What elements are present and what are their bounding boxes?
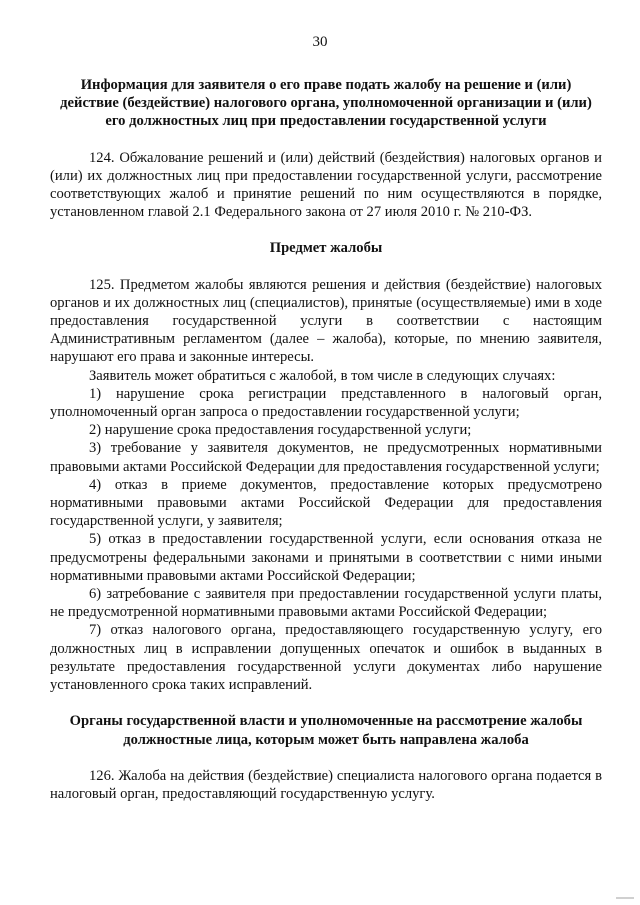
list-item: 3) требование у заявителя документов, не предусмотренных нормативными правовыми актами Российской Федерации для предоставления государственной услуги; bbox=[50, 440, 602, 475]
document-body bbox=[50, 76, 602, 803]
cases-list bbox=[50, 385, 602, 694]
paragraph-cases-intro: Заявитель может обратиться с жалобой, в том числе в следующих случаях: bbox=[89, 367, 556, 384]
page-number: 30 bbox=[312, 34, 328, 50]
list-item: 4) отказ в приеме документов, предоставление которых предусмотрено нормативными правовыми актами Российской Федерации для предоставления государственной услуги, у заявителя; bbox=[50, 476, 602, 530]
section-heading-complaint-subject: Предмет жалобы bbox=[269, 240, 383, 257]
list-item: 5) отказ в предоставлении государственной услуги, если основания отказа не предусмотрены федеральными законами и принятыми в соответствии с ними иными нормативными правовыми актами Российской Федерации; bbox=[50, 531, 602, 584]
list-item: 2) нарушение срока предоставления государственной услуги; bbox=[89, 422, 472, 439]
section-heading-complaint-authorities: Органы государственной власти и уполномоченные на рассмотрение жалобы должностные лица, которым может быть направлена жалоба bbox=[69, 713, 583, 748]
list-item: 6) затребование с заявителя при предоставлении государственной услуги платы, не предусмотренной нормативными правовыми актами Российской Федерации; bbox=[50, 586, 602, 621]
paragraph-125: 125. Предметом жалобы являются решения и действия (бездействие) налоговых органов и их должностных лиц (специалистов), принятые (осуществляемые) ими в ходе предоставления государственной услуги в соответствии с настоящим Административным регламентом (далее – жалоба), которые, по мнению заявителя, нарушают его права и законные интересы. bbox=[50, 276, 602, 366]
section-heading-complaint-rights: Информация для заявителя о его праве подать жалобу на решение и (или) действие (бездействие) налогового органа, уполномоченной организации и (или) его должностных лиц при предоставлении государственной услуги bbox=[60, 77, 592, 130]
list-item: 7) отказ налогового органа, предоставляющего государственную услугу, его должностных лиц в исправлении допущенных опечаток и ошибок в выданных в результате предоставления государственной услуги документах либо нарушение установленного срока таких исправлений. bbox=[50, 622, 602, 694]
scan-artifact bbox=[616, 897, 634, 899]
paragraph-126: 126. Жалоба на действия (бездействие) специалиста налогового органа подается в налоговый орган, предоставляющий государственную услугу. bbox=[50, 767, 602, 802]
paragraph-124: 124. Обжалование решений и (или) действий (бездействия) налоговых органов и (или) их должностных лиц при предоставлении государственной услуги, рассмотрение соответствующих жалоб и принятие решений по ним осуществляются в порядке, установленном главой 2.1 Федерального закона от 27 июля 2010 г. № 210-ФЗ. bbox=[50, 149, 602, 221]
list-item: 1) нарушение срока регистрации представленного в налоговый орган, уполномоченный орган запроса о предоставлении государственной услуги; bbox=[50, 385, 602, 421]
